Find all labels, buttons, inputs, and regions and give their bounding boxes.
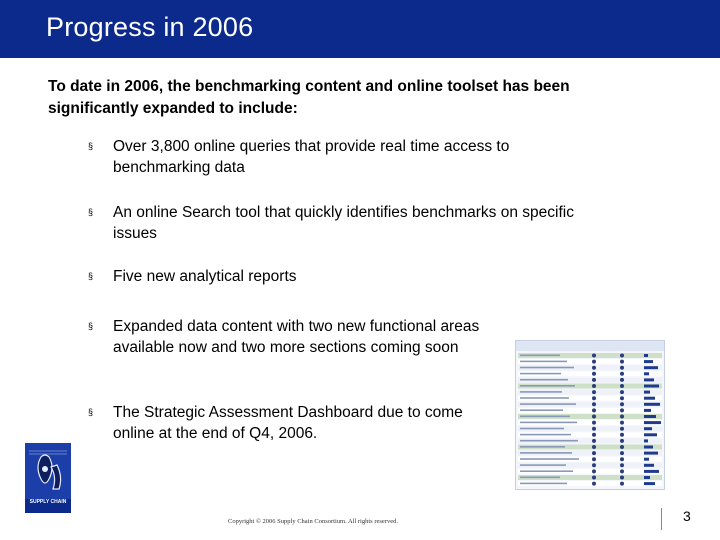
bullet-marker: § — [88, 321, 94, 331]
bullet-item — [88, 402, 483, 444]
copyright-notice: Copyright © 2006 Supply Chain Consortium. All rights reserved. — [228, 518, 398, 525]
slide-title: Progress in 2006 — [46, 12, 254, 42]
dashboard-table-icon — [516, 341, 664, 489]
page-number-divider — [661, 508, 662, 530]
bullet-item — [88, 202, 588, 244]
bullet-text: Five new analytical reports — [113, 268, 297, 285]
title-bar — [0, 0, 720, 58]
bullet-text: An online Search tool that quickly identifies benchmarks on specific issues — [113, 204, 574, 242]
logo-label: SUPPLY CHAIN — [25, 499, 71, 513]
dashboard-thumbnail — [515, 340, 665, 490]
bullet-item — [88, 136, 583, 178]
bullet-item — [88, 266, 493, 287]
bullet-text: Over 3,800 online queries that provide real time access to benchmarking data — [113, 138, 510, 176]
intro-text: To date in 2006, the benchmarking content and online toolset has been significantly expanded to include: — [48, 78, 570, 117]
bullet-marker: § — [88, 407, 94, 417]
page-number: 3 — [683, 508, 691, 524]
supply-chain-logo — [25, 443, 71, 513]
bullet-marker: § — [88, 271, 94, 281]
logo-graphic-icon — [25, 443, 71, 499]
bullet-item — [88, 316, 493, 358]
bullet-marker: § — [88, 207, 94, 217]
bullet-text: The Strategic Assessment Dashboard due to come online at the end of Q4, 2006. — [113, 404, 463, 442]
bullet-marker: § — [88, 141, 94, 151]
bullet-text: Expanded data content with two new functional areas available now and two more sections coming soon — [113, 318, 480, 356]
